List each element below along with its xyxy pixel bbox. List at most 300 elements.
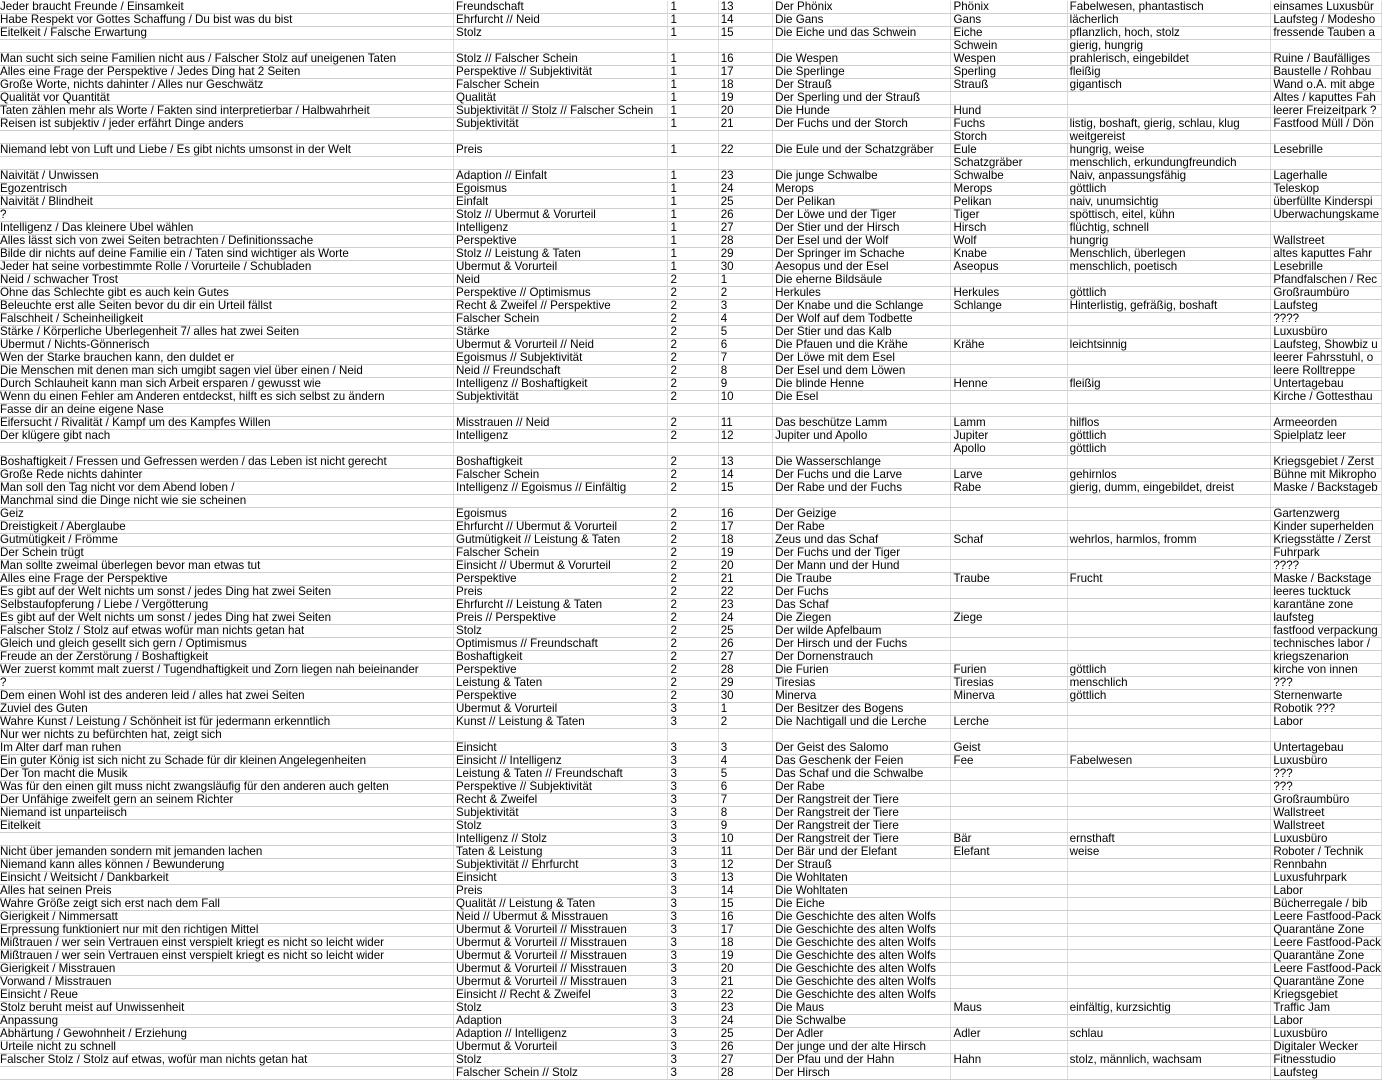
cell-moral[interactable] bbox=[0, 443, 454, 456]
cell-traits[interactable] bbox=[1067, 781, 1271, 794]
cell-traits[interactable]: menschlich bbox=[1067, 677, 1271, 690]
cell-character[interactable] bbox=[951, 586, 1067, 599]
cell-fable[interactable] bbox=[773, 404, 951, 417]
cell-setting[interactable]: Kirche / Gottesthau bbox=[1271, 391, 1382, 404]
cell-setting[interactable] bbox=[1271, 222, 1382, 235]
cell-setting[interactable]: Lagerhalle bbox=[1271, 170, 1382, 183]
cell-character[interactable]: Schlange bbox=[951, 300, 1067, 313]
cell-character[interactable]: Sperling bbox=[951, 66, 1067, 79]
cell-theme[interactable]: Egoismus bbox=[454, 183, 668, 196]
cell-fable[interactable]: Die Geschichte des alten Wolfs bbox=[773, 950, 951, 963]
cell-number[interactable]: 28 bbox=[718, 1067, 772, 1080]
cell-traits[interactable] bbox=[1067, 1067, 1271, 1080]
cell-book[interactable]: 3 bbox=[668, 989, 718, 1002]
cell-theme[interactable]: Falscher Schein bbox=[454, 79, 668, 92]
cell-book[interactable]: 2 bbox=[668, 430, 718, 443]
cell-theme[interactable]: Übermut & Vorurteil bbox=[454, 703, 668, 716]
cell-book[interactable]: 2 bbox=[668, 664, 718, 677]
cell-fable[interactable]: Der Esel und der Wolf bbox=[773, 235, 951, 248]
cell-traits[interactable]: listig, boshaft, gierig, schlau, klug bbox=[1067, 118, 1271, 131]
cell-theme[interactable]: Qualität // Leistung & Taten bbox=[454, 898, 668, 911]
cell-moral[interactable]: Wenn du einen Fehler am Anderen entdeckst, hilft es sich selbst zu ändern bbox=[0, 391, 454, 404]
cell-theme[interactable]: Stärke bbox=[454, 326, 668, 339]
cell-theme[interactable]: Übermut & Vorurteil // Misstrauen bbox=[454, 963, 668, 976]
cell-character[interactable]: Henne bbox=[951, 378, 1067, 391]
cell-setting[interactable]: Fitnesstudio bbox=[1271, 1054, 1382, 1067]
cell-traits[interactable] bbox=[1067, 92, 1271, 105]
cell-fable[interactable]: Der Geist des Salomo bbox=[773, 742, 951, 755]
cell-traits[interactable]: Menschlich, überlegen bbox=[1067, 248, 1271, 261]
cell-book[interactable] bbox=[668, 157, 718, 170]
cell-moral[interactable] bbox=[0, 157, 454, 170]
cell-number[interactable]: 7 bbox=[718, 352, 772, 365]
cell-theme[interactable]: Preis bbox=[454, 144, 668, 157]
cell-fable[interactable]: Der Geizige bbox=[773, 508, 951, 521]
cell-number[interactable]: 27 bbox=[718, 1054, 772, 1067]
cell-traits[interactable] bbox=[1067, 521, 1271, 534]
cell-book[interactable]: 2 bbox=[668, 560, 718, 573]
cell-book[interactable]: 3 bbox=[668, 1067, 718, 1080]
cell-traits[interactable] bbox=[1067, 560, 1271, 573]
cell-book[interactable]: 2 bbox=[668, 469, 718, 482]
cell-number[interactable] bbox=[718, 157, 772, 170]
cell-fable[interactable]: Der Stier und das Kalb bbox=[773, 326, 951, 339]
cell-number[interactable]: 16 bbox=[718, 911, 772, 924]
cell-number[interactable]: 23 bbox=[718, 170, 772, 183]
cell-moral[interactable]: Taten zählen mehr als Worte / Fakten sind interpretierbar / Halbwahrheit bbox=[0, 105, 454, 118]
cell-number[interactable]: 14 bbox=[718, 469, 772, 482]
cell-character[interactable]: Fee bbox=[951, 755, 1067, 768]
cell-book[interactable]: 2 bbox=[668, 313, 718, 326]
cell-moral[interactable]: Gierigkeit / Misstrauen bbox=[0, 963, 454, 976]
cell-number[interactable]: 22 bbox=[718, 989, 772, 1002]
cell-fable[interactable]: Das Schaf und die Schwalbe bbox=[773, 768, 951, 781]
cell-character[interactable] bbox=[951, 352, 1067, 365]
cell-book[interactable]: 2 bbox=[668, 339, 718, 352]
cell-moral[interactable]: Große Worte, nichts dahinter / Alles nur Geschwätz bbox=[0, 79, 454, 92]
cell-character[interactable] bbox=[951, 976, 1067, 989]
cell-book[interactable]: 3 bbox=[668, 1028, 718, 1041]
cell-number[interactable]: 12 bbox=[718, 430, 772, 443]
cell-character[interactable] bbox=[951, 794, 1067, 807]
cell-fable[interactable]: Die Esel bbox=[773, 391, 951, 404]
cell-theme[interactable]: Qualität bbox=[454, 92, 668, 105]
cell-book[interactable]: 3 bbox=[668, 924, 718, 937]
cell-moral[interactable]: Jeder hat seine vorbestimmte Rolle / Vorurteile / Schubladen bbox=[0, 261, 454, 274]
cell-setting[interactable]: Großraumbüro bbox=[1271, 287, 1382, 300]
cell-fable[interactable]: Merops bbox=[773, 183, 951, 196]
cell-character[interactable] bbox=[951, 1067, 1067, 1080]
cell-fable[interactable]: Die Schwalbe bbox=[773, 1015, 951, 1028]
cell-fable[interactable]: Der Rangstreit der Tiere bbox=[773, 833, 951, 846]
cell-number[interactable]: 19 bbox=[718, 92, 772, 105]
cell-fable[interactable]: Der Rabe bbox=[773, 781, 951, 794]
cell-moral[interactable]: Naivität / Blindheit bbox=[0, 196, 454, 209]
cell-number[interactable]: 26 bbox=[718, 1041, 772, 1054]
cell-number[interactable]: 27 bbox=[718, 651, 772, 664]
cell-setting[interactable]: Lesebrille bbox=[1271, 144, 1382, 157]
cell-setting[interactable]: Laufsteg bbox=[1271, 1067, 1382, 1080]
cell-fable[interactable]: Der Rangstreit der Tiere bbox=[773, 820, 951, 833]
cell-theme[interactable]: Falscher Schein bbox=[454, 313, 668, 326]
cell-book[interactable]: 3 bbox=[668, 768, 718, 781]
cell-traits[interactable]: hungrig bbox=[1067, 235, 1271, 248]
cell-character[interactable]: Schwalbe bbox=[951, 170, 1067, 183]
cell-character[interactable]: Lerche bbox=[951, 716, 1067, 729]
cell-setting[interactable]: Luxusbüro bbox=[1271, 755, 1382, 768]
cell-fable[interactable]: Die Traube bbox=[773, 573, 951, 586]
cell-setting[interactable]: altes kaputtes Fahr bbox=[1271, 248, 1382, 261]
cell-traits[interactable] bbox=[1067, 274, 1271, 287]
cell-setting[interactable]: Traffic Jam bbox=[1271, 1002, 1382, 1015]
cell-character[interactable] bbox=[951, 625, 1067, 638]
cell-book[interactable]: 1 bbox=[668, 170, 718, 183]
cell-character[interactable]: Aseopus bbox=[951, 261, 1067, 274]
cell-setting[interactable]: Lesebrille bbox=[1271, 261, 1382, 274]
cell-character[interactable]: Herkules bbox=[951, 287, 1067, 300]
cell-traits[interactable] bbox=[1067, 1041, 1271, 1054]
cell-character[interactable]: Pelikan bbox=[951, 196, 1067, 209]
cell-setting[interactable]: Bücherregale / bib bbox=[1271, 898, 1382, 911]
cell-traits[interactable]: göttlich bbox=[1067, 430, 1271, 443]
cell-character[interactable]: Ziege bbox=[951, 612, 1067, 625]
cell-setting[interactable] bbox=[1271, 131, 1382, 144]
cell-theme[interactable]: Preis bbox=[454, 885, 668, 898]
cell-book[interactable]: 1 bbox=[668, 261, 718, 274]
cell-character[interactable] bbox=[951, 326, 1067, 339]
cell-traits[interactable] bbox=[1067, 885, 1271, 898]
cell-moral[interactable]: Mißtrauen / wer sein Vertrauen einst verspielt kriegt es nicht so leicht wider bbox=[0, 950, 454, 963]
cell-fable[interactable]: Der Sperling und der Strauß bbox=[773, 92, 951, 105]
cell-fable[interactable] bbox=[773, 131, 951, 144]
cell-setting[interactable]: Leere Fastfood-Pack bbox=[1271, 963, 1382, 976]
cell-number[interactable]: 15 bbox=[718, 482, 772, 495]
cell-number[interactable]: 21 bbox=[718, 118, 772, 131]
cell-theme[interactable]: Übermut & Vorurteil bbox=[454, 1041, 668, 1054]
cell-fable[interactable]: Die Wasserschlange bbox=[773, 456, 951, 469]
cell-fable[interactable]: Der Rangstreit der Tiere bbox=[773, 794, 951, 807]
cell-traits[interactable] bbox=[1067, 547, 1271, 560]
cell-book[interactable]: 2 bbox=[668, 547, 718, 560]
cell-number[interactable]: 11 bbox=[718, 417, 772, 430]
cell-character[interactable] bbox=[951, 872, 1067, 885]
cell-traits[interactable] bbox=[1067, 911, 1271, 924]
cell-setting[interactable]: Wallstreet bbox=[1271, 820, 1382, 833]
cell-moral[interactable]: Falscher Stolz / Stolz auf etwas, wofür man nichts getan hat bbox=[0, 1054, 454, 1067]
cell-traits[interactable]: wehrlos, harmlos, fromm bbox=[1067, 534, 1271, 547]
cell-character[interactable]: Wespen bbox=[951, 53, 1067, 66]
cell-theme[interactable]: Perspektive bbox=[454, 690, 668, 703]
cell-theme[interactable]: Einsicht // Recht & Zweifel bbox=[454, 989, 668, 1002]
cell-traits[interactable] bbox=[1067, 807, 1271, 820]
cell-number[interactable]: 25 bbox=[718, 1028, 772, 1041]
cell-theme[interactable]: Perspektive bbox=[454, 235, 668, 248]
cell-character[interactable]: Schatzgräber bbox=[951, 157, 1067, 170]
cell-moral[interactable]: Vorwand / Misstrauen bbox=[0, 976, 454, 989]
cell-character[interactable]: Merops bbox=[951, 183, 1067, 196]
cell-fable[interactable] bbox=[773, 40, 951, 53]
cell-number[interactable] bbox=[718, 443, 772, 456]
cell-book[interactable]: 3 bbox=[668, 820, 718, 833]
cell-number[interactable]: 8 bbox=[718, 365, 772, 378]
cell-character[interactable] bbox=[951, 937, 1067, 950]
cell-setting[interactable]: ??? bbox=[1271, 781, 1382, 794]
cell-character[interactable] bbox=[951, 274, 1067, 287]
cell-moral[interactable]: Beleuchte erst alle Seiten bevor du dir ein Urteil fällst bbox=[0, 300, 454, 313]
cell-setting[interactable]: kriegszenarion bbox=[1271, 651, 1382, 664]
cell-setting[interactable]: ???? bbox=[1271, 560, 1382, 573]
cell-number[interactable] bbox=[718, 40, 772, 53]
cell-traits[interactable] bbox=[1067, 937, 1271, 950]
cell-book[interactable]: 2 bbox=[668, 690, 718, 703]
cell-setting[interactable]: Überwachungskame bbox=[1271, 209, 1382, 222]
cell-book[interactable]: 2 bbox=[668, 378, 718, 391]
cell-book[interactable]: 2 bbox=[668, 651, 718, 664]
cell-moral[interactable]: Niemand ist unparteiisch bbox=[0, 807, 454, 820]
cell-book[interactable]: 3 bbox=[668, 911, 718, 924]
cell-theme[interactable]: Neid // Übermut & Misstrauen bbox=[454, 911, 668, 924]
cell-fable[interactable]: Der Wolf auf dem Todbette bbox=[773, 313, 951, 326]
cell-setting[interactable]: Kriegsstätte / Zerst bbox=[1271, 534, 1382, 547]
cell-theme[interactable]: Stolz // Leistung & Taten bbox=[454, 248, 668, 261]
cell-traits[interactable] bbox=[1067, 638, 1271, 651]
cell-number[interactable]: 14 bbox=[718, 14, 772, 27]
cell-number[interactable]: 20 bbox=[718, 105, 772, 118]
cell-moral[interactable]: Der Schein trügt bbox=[0, 547, 454, 560]
cell-traits[interactable]: ernsthaft bbox=[1067, 833, 1271, 846]
cell-book[interactable]: 2 bbox=[668, 677, 718, 690]
cell-character[interactable]: Eiche bbox=[951, 27, 1067, 40]
cell-book[interactable]: 3 bbox=[668, 781, 718, 794]
cell-theme[interactable] bbox=[454, 404, 668, 417]
cell-character[interactable]: Wolf bbox=[951, 235, 1067, 248]
cell-character[interactable] bbox=[951, 885, 1067, 898]
cell-book[interactable]: 3 bbox=[668, 794, 718, 807]
cell-fable[interactable]: Die Wohltaten bbox=[773, 872, 951, 885]
cell-theme[interactable]: Stolz bbox=[454, 27, 668, 40]
cell-character[interactable] bbox=[951, 781, 1067, 794]
cell-number[interactable]: 13 bbox=[718, 456, 772, 469]
cell-theme[interactable]: Stolz bbox=[454, 625, 668, 638]
cell-book[interactable]: 1 bbox=[668, 235, 718, 248]
cell-traits[interactable]: göttlich bbox=[1067, 443, 1271, 456]
cell-theme[interactable]: Gutmütigkeit // Leistung & Taten bbox=[454, 534, 668, 547]
cell-character[interactable] bbox=[951, 859, 1067, 872]
cell-number[interactable]: 18 bbox=[718, 79, 772, 92]
cell-character[interactable]: Geist bbox=[951, 742, 1067, 755]
cell-traits[interactable] bbox=[1067, 495, 1271, 508]
cell-fable[interactable]: Die Eiche bbox=[773, 898, 951, 911]
cell-number[interactable]: 1 bbox=[718, 703, 772, 716]
cell-theme[interactable]: Perspektive bbox=[454, 664, 668, 677]
cell-moral[interactable]: Qualität vor Quantität bbox=[0, 92, 454, 105]
cell-traits[interactable] bbox=[1067, 313, 1271, 326]
cell-book[interactable] bbox=[668, 404, 718, 417]
cell-theme[interactable]: Stolz // Falscher Schein bbox=[454, 53, 668, 66]
cell-moral[interactable]: Wer zuerst kommt malt zuerst / Tugendhaftigkeit und Zorn liegen nah beieinander bbox=[0, 664, 454, 677]
cell-number[interactable]: 26 bbox=[718, 638, 772, 651]
cell-number[interactable]: 24 bbox=[718, 183, 772, 196]
cell-setting[interactable]: überfüllte Kinderspi bbox=[1271, 196, 1382, 209]
cell-book[interactable]: 2 bbox=[668, 482, 718, 495]
cell-number[interactable]: 4 bbox=[718, 313, 772, 326]
cell-moral[interactable]: Ein guter König ist sich nicht zu Schade für dir kleinen Angelegenheiten bbox=[0, 755, 454, 768]
cell-moral[interactable]: Der klügere gibt nach bbox=[0, 430, 454, 443]
cell-character[interactable]: Gans bbox=[951, 14, 1067, 27]
cell-traits[interactable]: flüchtig, schnell bbox=[1067, 222, 1271, 235]
cell-setting[interactable]: Spielplatz leer bbox=[1271, 430, 1382, 443]
cell-moral[interactable]: Falscher Stolz / Stolz auf etwas wofür man nichts getan hat bbox=[0, 625, 454, 638]
cell-setting[interactable]: Kriegsgebiet / Zerst bbox=[1271, 456, 1382, 469]
cell-traits[interactable] bbox=[1067, 508, 1271, 521]
cell-traits[interactable]: menschlich, erkundungfreundich bbox=[1067, 157, 1271, 170]
cell-moral[interactable]: Alles eine Frage der Perspektive / Jedes Ding hat 2 Seiten bbox=[0, 66, 454, 79]
cell-fable[interactable]: Herkules bbox=[773, 287, 951, 300]
cell-number[interactable]: 18 bbox=[718, 937, 772, 950]
cell-book[interactable]: 2 bbox=[668, 417, 718, 430]
cell-traits[interactable]: Fabelwesen, phantastisch bbox=[1067, 1, 1271, 14]
cell-book[interactable]: 3 bbox=[668, 716, 718, 729]
cell-character[interactable]: Hahn bbox=[951, 1054, 1067, 1067]
cell-number[interactable]: 25 bbox=[718, 625, 772, 638]
cell-character[interactable] bbox=[951, 365, 1067, 378]
cell-fable[interactable] bbox=[773, 443, 951, 456]
cell-fable[interactable]: Die Maus bbox=[773, 1002, 951, 1015]
cell-character[interactable]: Adler bbox=[951, 1028, 1067, 1041]
cell-fable[interactable]: Die Sperlinge bbox=[773, 66, 951, 79]
cell-character[interactable]: Apollo bbox=[951, 443, 1067, 456]
cell-book[interactable]: 3 bbox=[668, 1054, 718, 1067]
cell-setting[interactable]: karantäne zone bbox=[1271, 599, 1382, 612]
cell-setting[interactable]: Digitaler Wecker bbox=[1271, 1041, 1382, 1054]
cell-moral[interactable]: Man sollte zweimal überlegen bevor man etwas tut bbox=[0, 560, 454, 573]
cell-theme[interactable]: Subjektivität bbox=[454, 807, 668, 820]
cell-fable[interactable] bbox=[773, 729, 951, 742]
cell-setting[interactable]: Armeeorden bbox=[1271, 417, 1382, 430]
cell-book[interactable] bbox=[668, 495, 718, 508]
cell-fable[interactable]: Minerva bbox=[773, 690, 951, 703]
cell-setting[interactable]: Teleskop bbox=[1271, 183, 1382, 196]
cell-fable[interactable]: Die eherne Bildsäule bbox=[773, 274, 951, 287]
cell-moral[interactable]: Bilde dir nichts auf deine Familie ein / Taten sind wichtiger als Worte bbox=[0, 248, 454, 261]
cell-number[interactable]: 17 bbox=[718, 521, 772, 534]
cell-setting[interactable] bbox=[1271, 404, 1382, 417]
cell-number[interactable]: 1 bbox=[718, 274, 772, 287]
cell-setting[interactable]: Gartenzwerg bbox=[1271, 508, 1382, 521]
cell-fable[interactable]: Die blinde Henne bbox=[773, 378, 951, 391]
cell-book[interactable]: 2 bbox=[668, 300, 718, 313]
cell-number[interactable] bbox=[718, 404, 772, 417]
cell-moral[interactable]: Die Menschen mit denen man sich umgibt sagen viel über einen / Neid bbox=[0, 365, 454, 378]
cell-theme[interactable]: Subjektivität bbox=[454, 391, 668, 404]
cell-setting[interactable]: Rennbahn bbox=[1271, 859, 1382, 872]
cell-theme[interactable]: Preis // Perspektive bbox=[454, 612, 668, 625]
cell-character[interactable] bbox=[951, 651, 1067, 664]
cell-book[interactable]: 3 bbox=[668, 742, 718, 755]
cell-character[interactable]: Maus bbox=[951, 1002, 1067, 1015]
cell-character[interactable]: Fuchs bbox=[951, 118, 1067, 131]
cell-traits[interactable] bbox=[1067, 456, 1271, 469]
cell-character[interactable] bbox=[951, 1041, 1067, 1054]
cell-fable[interactable]: Der junge und der alte Hirsch bbox=[773, 1041, 951, 1054]
cell-number[interactable]: 6 bbox=[718, 781, 772, 794]
cell-setting[interactable]: Roboter / Technik bbox=[1271, 846, 1382, 859]
cell-character[interactable] bbox=[951, 508, 1067, 521]
cell-fable[interactable]: Die Geschichte des alten Wolfs bbox=[773, 976, 951, 989]
cell-traits[interactable]: leichtsinnig bbox=[1067, 339, 1271, 352]
cell-traits[interactable]: gierig, hungrig bbox=[1067, 40, 1271, 53]
cell-setting[interactable]: ???? bbox=[1271, 313, 1382, 326]
cell-traits[interactable] bbox=[1067, 820, 1271, 833]
cell-fable[interactable]: Der Hirsch und der Fuchs bbox=[773, 638, 951, 651]
cell-number[interactable]: 24 bbox=[718, 612, 772, 625]
cell-fable[interactable]: Die Eule und der Schatzgräber bbox=[773, 144, 951, 157]
cell-traits[interactable]: schlau bbox=[1067, 1028, 1271, 1041]
cell-moral[interactable] bbox=[0, 40, 454, 53]
cell-traits[interactable]: weise bbox=[1067, 846, 1271, 859]
cell-traits[interactable] bbox=[1067, 703, 1271, 716]
cell-fable[interactable]: Der Knabe und die Schlange bbox=[773, 300, 951, 313]
cell-moral[interactable]: Stolz beruht meist auf Unwissenheit bbox=[0, 1002, 454, 1015]
cell-traits[interactable] bbox=[1067, 586, 1271, 599]
cell-setting[interactable]: Robotik ??? bbox=[1271, 703, 1382, 716]
cell-moral[interactable]: Boshaftigkeit / Fressen und Gefressen werden / das Leben ist nicht gerecht bbox=[0, 456, 454, 469]
cell-number[interactable]: 8 bbox=[718, 807, 772, 820]
cell-fable[interactable]: Die Gans bbox=[773, 14, 951, 27]
cell-setting[interactable]: leere Rolltreppe bbox=[1271, 365, 1382, 378]
cell-setting[interactable]: Wand o.Ä. mit abge bbox=[1271, 79, 1382, 92]
cell-book[interactable]: 2 bbox=[668, 586, 718, 599]
cell-theme[interactable] bbox=[454, 131, 668, 144]
cell-setting[interactable]: Sternenwarte bbox=[1271, 690, 1382, 703]
cell-theme[interactable]: Egoismus // Subjektivität bbox=[454, 352, 668, 365]
cell-traits[interactable]: gierig, dumm, eingebildet, dreist bbox=[1067, 482, 1271, 495]
cell-fable[interactable]: Die Geschichte des alten Wolfs bbox=[773, 924, 951, 937]
cell-number[interactable]: 20 bbox=[718, 560, 772, 573]
cell-traits[interactable]: göttlich bbox=[1067, 287, 1271, 300]
cell-number[interactable]: 12 bbox=[718, 859, 772, 872]
cell-setting[interactable]: Untertagebau bbox=[1271, 742, 1382, 755]
cell-character[interactable]: Tiresias bbox=[951, 677, 1067, 690]
cell-theme[interactable]: Recht & Zweifel bbox=[454, 794, 668, 807]
cell-character[interactable]: Tiger bbox=[951, 209, 1067, 222]
cell-theme[interactable]: Stolz // Übermut & Vorurteil bbox=[454, 209, 668, 222]
cell-fable[interactable]: Zeus und das Schaf bbox=[773, 534, 951, 547]
cell-theme[interactable]: Übermut & Vorurteil // Misstrauen bbox=[454, 976, 668, 989]
cell-fable[interactable]: Die Geschichte des alten Wolfs bbox=[773, 989, 951, 1002]
cell-fable[interactable]: Der Strauß bbox=[773, 79, 951, 92]
cell-theme[interactable]: Misstrauen // Neid bbox=[454, 417, 668, 430]
cell-number[interactable]: 23 bbox=[718, 1002, 772, 1015]
cell-moral[interactable]: Reisen ist subjektiv / jeder erfährt Dinge anders bbox=[0, 118, 454, 131]
cell-moral[interactable]: Eitelkeit bbox=[0, 820, 454, 833]
cell-character[interactable]: Minerva bbox=[951, 690, 1067, 703]
cell-fable[interactable]: Die Ziegen bbox=[773, 612, 951, 625]
cell-book[interactable]: 2 bbox=[668, 625, 718, 638]
cell-book[interactable]: 2 bbox=[668, 391, 718, 404]
cell-setting[interactable]: ??? bbox=[1271, 768, 1382, 781]
cell-setting[interactable] bbox=[1271, 495, 1382, 508]
cell-setting[interactable] bbox=[1271, 157, 1382, 170]
cell-theme[interactable]: Egoismus bbox=[454, 508, 668, 521]
cell-number[interactable]: 28 bbox=[718, 235, 772, 248]
cell-theme[interactable]: Adaption // Einfalt bbox=[454, 170, 668, 183]
cell-book[interactable]: 3 bbox=[668, 1002, 718, 1015]
cell-moral[interactable]: Durch Schlauheit kann man sich Arbeit ersparen / gewusst wie bbox=[0, 378, 454, 391]
cell-number[interactable]: 24 bbox=[718, 1015, 772, 1028]
cell-book[interactable]: 1 bbox=[668, 27, 718, 40]
cell-traits[interactable] bbox=[1067, 105, 1271, 118]
